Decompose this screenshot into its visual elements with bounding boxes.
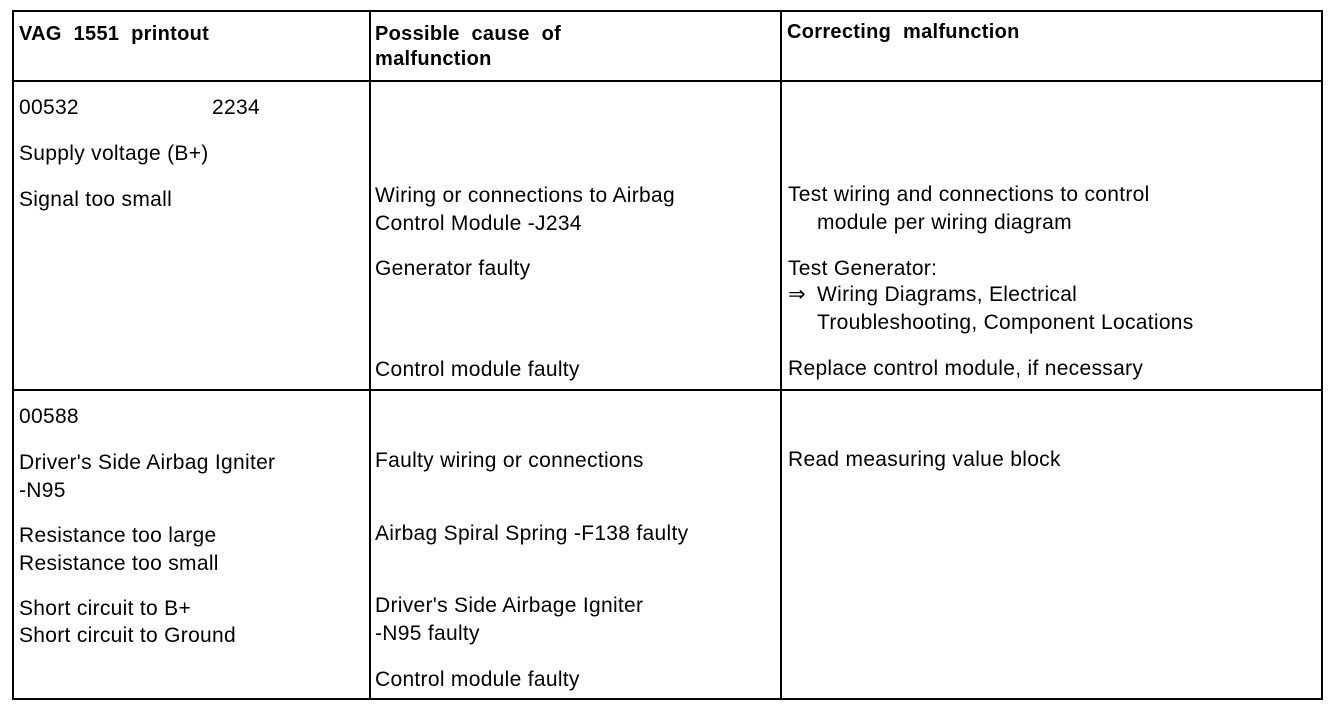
component-supply-voltage: Supply voltage (B+): [19, 142, 209, 165]
fault-signal-too-small: Signal too small: [19, 188, 173, 211]
fix-wiring-line2: module per wiring diagram: [817, 211, 1072, 234]
header-cause-line1: Possible cause of: [375, 23, 562, 45]
arrow-right-icon: ⇒: [788, 283, 806, 306]
fix-read-measuring-block: Read measuring value block: [788, 448, 1061, 471]
component-igniter-line2: -N95: [19, 479, 66, 502]
cause-generator: Generator faulty: [375, 257, 531, 280]
column-divider-1: [369, 12, 371, 698]
component-igniter-line1: Driver's Side Airbag Igniter: [19, 451, 276, 474]
fault-code-extra: 2234: [212, 96, 260, 119]
fault-short-ground: Short circuit to Ground: [19, 624, 236, 647]
row-divider: [14, 389, 1321, 391]
fault-resistance-large: Resistance too large: [19, 524, 217, 547]
header-divider: [14, 80, 1321, 82]
fault-short-b-plus: Short circuit to B+: [19, 597, 192, 620]
header-correcting: Correcting malfunction: [787, 21, 1020, 43]
fix-generator-line2: Wiring Diagrams, Electrical: [817, 283, 1078, 306]
cause-control-module-2: Control module faulty: [375, 668, 580, 691]
cause-faulty-wiring: Faulty wiring or connections: [375, 449, 644, 472]
cause-wiring-line2: Control Module -J234: [375, 212, 582, 235]
cause-spiral-spring: Airbag Spiral Spring -F138 faulty: [375, 522, 689, 545]
cause-igniter-line1: Driver's Side Airbage Igniter: [375, 594, 644, 617]
cause-wiring-line1: Wiring or connections to Airbag: [375, 184, 675, 207]
fix-generator-line1: Test Generator:: [788, 257, 938, 280]
cause-control-module: Control module faulty: [375, 358, 580, 381]
cause-igniter-line2: -N95 faulty: [375, 622, 480, 645]
fault-code-00588: 00588: [19, 405, 79, 428]
fix-generator-line3: Troubleshooting, Component Locations: [817, 311, 1194, 334]
header-printout: VAG 1551 printout: [19, 23, 210, 45]
fix-wiring-line1: Test wiring and connections to control: [788, 183, 1150, 206]
fix-control-module: Replace control module, if necessary: [788, 357, 1144, 380]
fault-code-00532: 00532: [19, 96, 79, 119]
fault-resistance-small: Resistance too small: [19, 552, 219, 575]
header-cause-line2: malfunction: [375, 48, 492, 70]
column-divider-2: [780, 12, 782, 698]
